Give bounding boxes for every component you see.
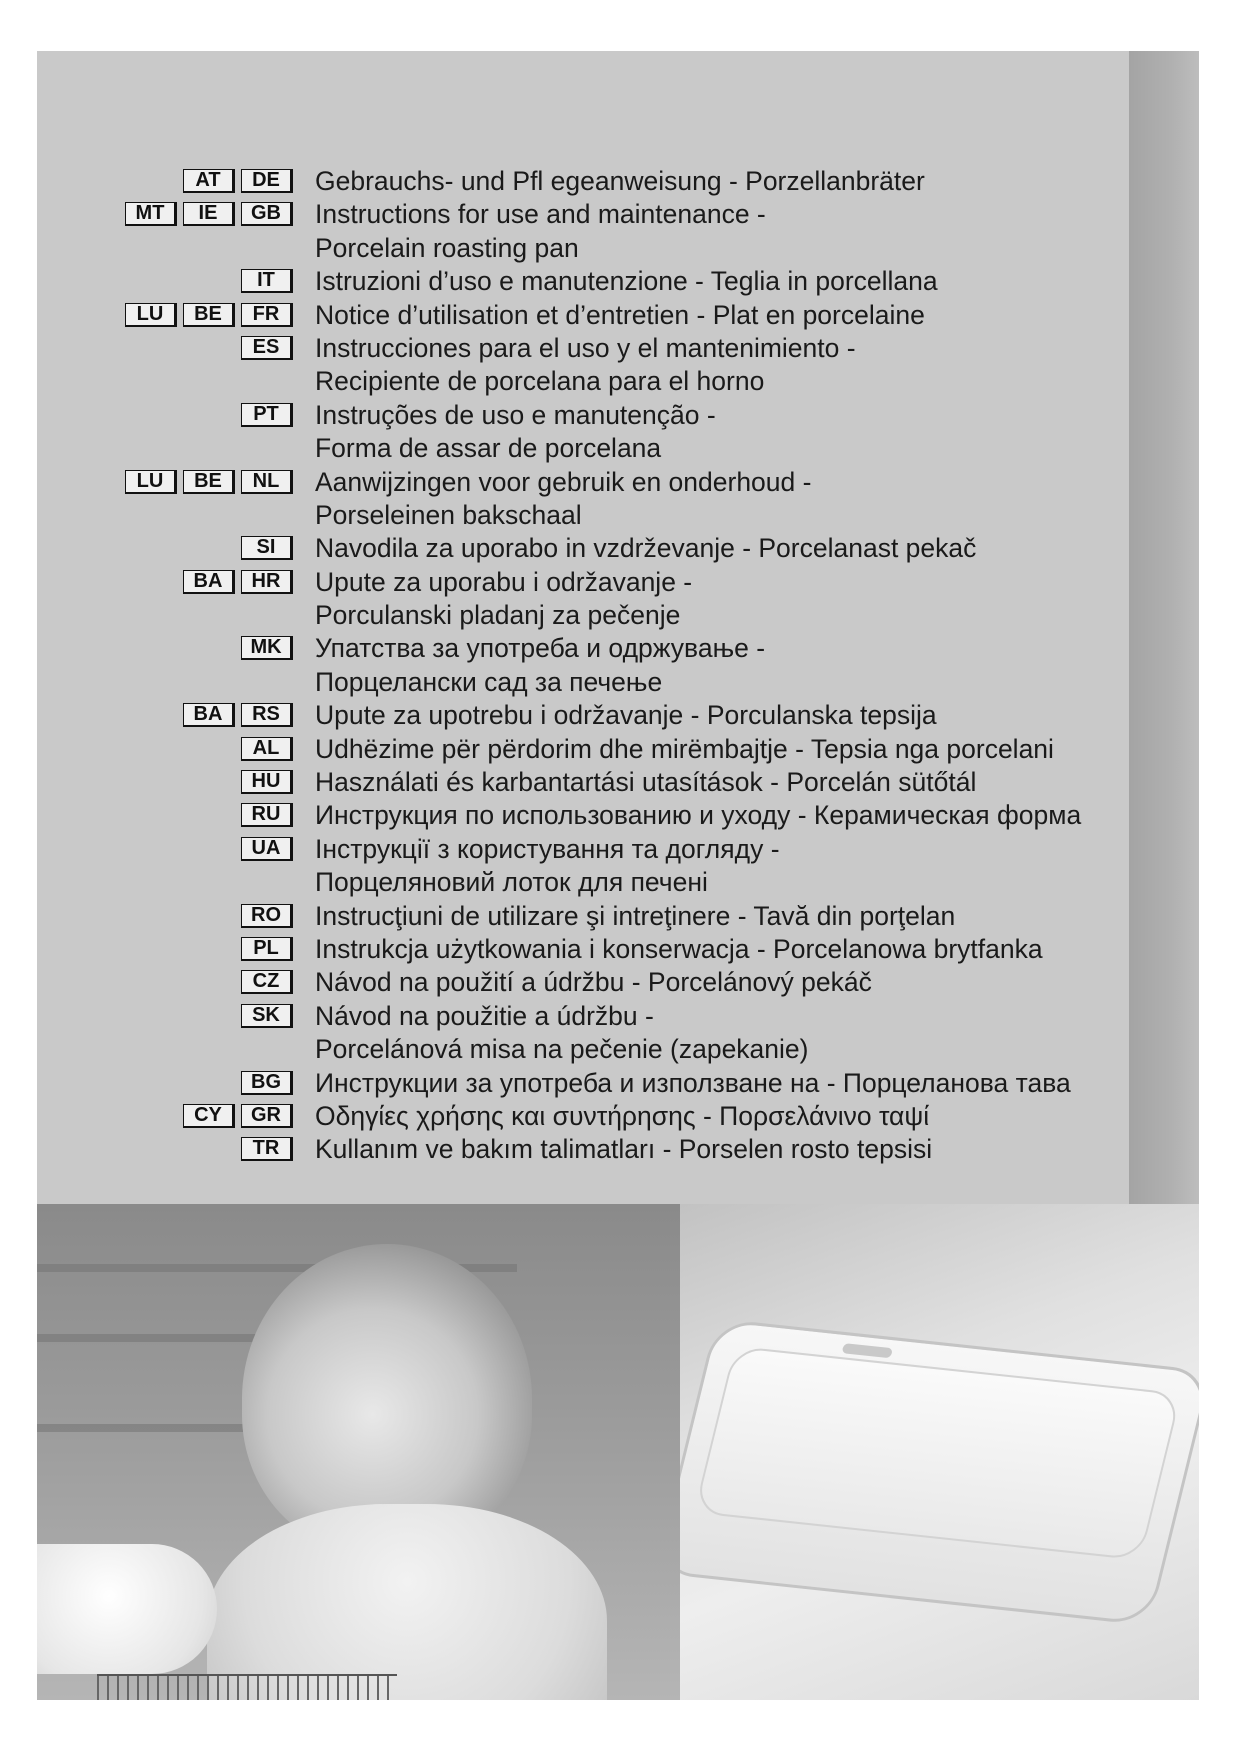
cooling-rack: [97, 1674, 397, 1700]
country-code-badge: RS: [241, 703, 293, 727]
country-codes: [241, 536, 293, 560]
country-codes: [241, 636, 293, 660]
country-codes: [241, 336, 293, 360]
language-row: [0, 1000, 1241, 1033]
country-code-badge: NL: [241, 470, 293, 494]
language-title: Aanwijzingen voor gebruik en onderhoud -: [315, 466, 812, 497]
language-title: Instructions for use and maintenance -: [315, 199, 766, 230]
country-codes: [241, 837, 293, 861]
language-title: Návod na použití a údržbu - Porcelánový pekáč: [315, 967, 872, 998]
child-body: [207, 1504, 607, 1700]
country-code-badge: GB: [241, 202, 293, 226]
language-row: [0, 1133, 1241, 1166]
language-row: [0, 299, 1241, 332]
country-codes: [241, 1071, 293, 1095]
language-title: Porcelánová misa na pečenie (zapekanie): [315, 1034, 809, 1065]
country-code-badge: HR: [241, 570, 293, 594]
country-code-badge: BE: [183, 470, 235, 494]
country-codes: [241, 737, 293, 761]
language-title: Návod na použitie a údržbu -: [315, 1000, 654, 1031]
language-title: Porculanski pladanj za pečenje: [315, 600, 681, 631]
dish-handle: [842, 1343, 893, 1358]
language-title: Upute za upotrebu i održavanje - Porculanska tepsija: [315, 700, 937, 731]
language-row: [0, 699, 1241, 732]
language-row: [0, 232, 1241, 265]
country-code-badge: TR: [241, 1137, 293, 1161]
language-row: [0, 833, 1241, 866]
language-row: [0, 866, 1241, 899]
country-codes: [241, 937, 293, 961]
language-title: Udhëzime për përdorim dhe mirëmbajtje - Tepsia nga porcelani: [315, 733, 1054, 764]
language-row: [0, 499, 1241, 532]
language-row: [0, 1100, 1241, 1133]
language-title: Порцеляновий лоток для печені: [315, 867, 708, 898]
country-codes: [241, 1137, 293, 1161]
language-row: [0, 198, 1241, 231]
mixing-bowl: [37, 1544, 217, 1674]
language-title: Porseleinen bakschaal: [315, 499, 582, 530]
country-codes: [183, 570, 293, 594]
country-codes: [241, 770, 293, 794]
country-code-badge: MT: [125, 202, 177, 226]
country-code-badge: UA: [241, 837, 293, 861]
dish-inner: [694, 1346, 1182, 1561]
country-codes: [241, 803, 293, 827]
language-title: Recipiente de porcelana para el horno: [315, 366, 765, 397]
language-row: [0, 566, 1241, 599]
country-code-badge: HU: [241, 770, 293, 794]
country-codes: [183, 169, 293, 193]
language-title: Инструкция по использованию и уходу - Керамическая форма: [315, 800, 1082, 831]
country-code-badge: LU: [125, 470, 177, 494]
language-title: Használati és karbantartási utasítások - Porcelán sütőtál: [315, 767, 977, 798]
language-title: Οδηγίες χρήσης και συντήρησης - Πορσελάνινο ταψί: [315, 1100, 930, 1131]
language-row: [0, 532, 1241, 565]
country-code-badge: PT: [241, 403, 293, 427]
country-code-badge: SI: [241, 536, 293, 560]
language-row: [0, 365, 1241, 398]
country-codes: [241, 904, 293, 928]
country-codes: [241, 970, 293, 994]
language-list: [0, 165, 1241, 1167]
language-row: [0, 332, 1241, 365]
language-row: [0, 165, 1241, 198]
country-code-badge: ES: [241, 336, 293, 360]
language-row: [0, 799, 1241, 832]
country-code-badge: BA: [183, 570, 235, 594]
country-code-badge: LU: [125, 303, 177, 327]
language-row: [0, 632, 1241, 665]
language-row: [0, 466, 1241, 499]
language-title: Instrucţiuni de utilizare şi intreţinere - Tavă din porţelan: [315, 900, 956, 931]
country-code-badge: BG: [241, 1071, 293, 1095]
country-code-badge: CY: [183, 1104, 235, 1128]
language-title: Інструкції з користування та догляду -: [315, 833, 780, 864]
country-code-badge: SK: [241, 1004, 293, 1028]
porcelain-dish: [680, 1318, 1199, 1625]
country-code-badge: PL: [241, 937, 293, 961]
language-title: Porcelain roasting pan: [315, 232, 579, 263]
language-title: Instrucciones para el uso y el mantenimiento -: [315, 332, 856, 363]
country-code-badge: AL: [241, 737, 293, 761]
language-title: Forma de assar de porcelana: [315, 433, 662, 464]
language-title: Notice d’utilisation et d’entretien - Plat en porcelaine: [315, 299, 925, 330]
child-photo: [37, 1204, 680, 1700]
language-title: Kullanım ve bakım talimatları - Porselen rosto tepsisi: [315, 1134, 933, 1165]
country-codes: [183, 1104, 293, 1128]
language-row: [0, 1067, 1241, 1100]
country-code-badge: IE: [183, 202, 235, 226]
language-title: Инструкции за употреба и използване на - Порцеланова тава: [315, 1067, 1071, 1098]
country-code-badge: RO: [241, 904, 293, 928]
language-row: [0, 399, 1241, 432]
language-row: [0, 666, 1241, 699]
country-code-badge: CZ: [241, 970, 293, 994]
language-title: Instrukcja użytkowania i konserwacja - Porcelanowa brytfanka: [315, 933, 1043, 964]
dish-photo: [680, 1204, 1199, 1700]
country-code-badge: BA: [183, 703, 235, 727]
language-row: [0, 265, 1241, 298]
country-code-badge: DE: [241, 169, 293, 193]
country-codes: [125, 202, 293, 226]
country-codes: [241, 403, 293, 427]
country-code-badge: MK: [241, 636, 293, 660]
country-code-badge: GR: [241, 1104, 293, 1128]
country-code-badge: IT: [241, 269, 293, 293]
language-row: [0, 966, 1241, 999]
language-row: [0, 432, 1241, 465]
country-code-badge: BE: [183, 303, 235, 327]
language-title: Istruzioni d’uso e manutenzione - Teglia in porcellana: [315, 266, 938, 297]
country-codes: [125, 470, 293, 494]
country-code-badge: RU: [241, 803, 293, 827]
country-codes: [125, 303, 293, 327]
language-title: Instruções de uso e manutenção -: [315, 399, 716, 430]
country-codes: [241, 1004, 293, 1028]
language-row: [0, 1033, 1241, 1066]
language-row: [0, 900, 1241, 933]
language-row: [0, 733, 1241, 766]
language-row: [0, 599, 1241, 632]
language-title: Упатства за употреба и одржување -: [315, 633, 766, 664]
language-row: [0, 766, 1241, 799]
language-title: Порцелански сад за печење: [315, 666, 663, 697]
language-row: [0, 933, 1241, 966]
country-code-badge: FR: [241, 303, 293, 327]
country-codes: [241, 269, 293, 293]
language-title: Navodila za uporabo in vzdrževanje - Porcelanast pekač: [315, 533, 977, 564]
country-codes: [183, 703, 293, 727]
language-title: Gebrauchs- und Pfl egeanweisung - Porzellanbräter: [315, 166, 925, 196]
country-code-badge: AT: [183, 169, 235, 193]
language-title: Upute za uporabu i održavanje -: [315, 566, 693, 597]
